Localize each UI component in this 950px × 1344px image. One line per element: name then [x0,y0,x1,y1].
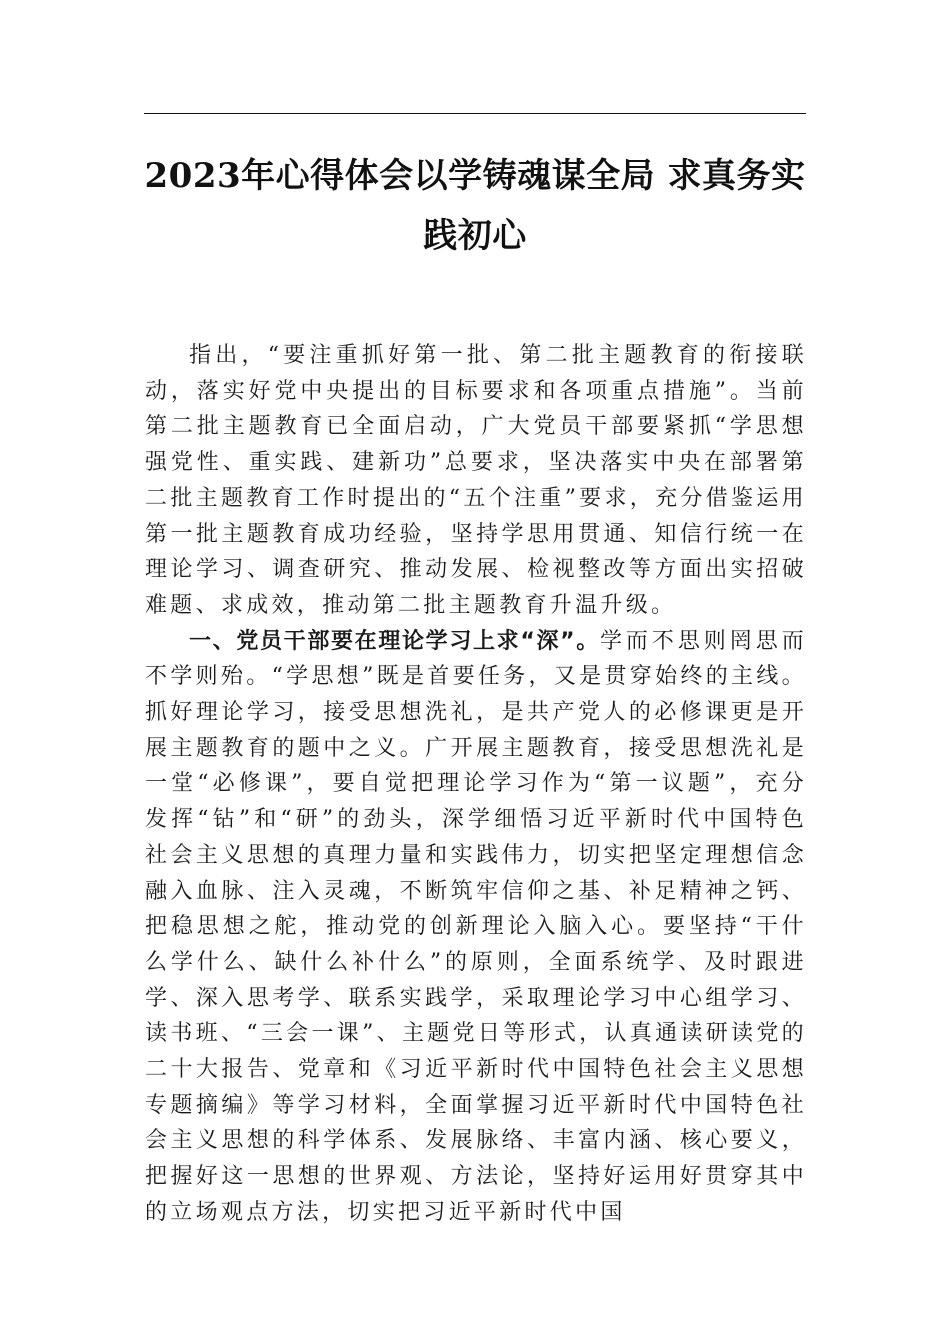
document-body [145,338,807,1231]
section-1-paragraph [145,624,807,1231]
header-rule [144,113,806,114]
section-1-body: 学而不思则罔思而不学则殆。“学思想”既是首要任务，又是贯穿始终的主线。抓好理论学习，接受思想洗礼，是共产党人的必修课更是开展主题教育的题中之义。广开展主题教育，接受思想洗礼是一堂“必修课”，要自觉把理论学习作为“第一议题”，充分发挥“钻”和“研”的劲头，深学细悟习近平新时代中国特色社会主义思想的真理力量和实践伟力，切实把坚定理想信念融入血脉、注入灵魂，不断筑牢信仰之基、补足精神之钙、把稳思想之舵，推动党的创新理论入脑入心。要坚持“干什么学什么、缺什么补什么”的原则，全面系统学、及时跟进学、深入思考学、联系实践学，采取理论学习中心组学习、读书班、“三会一课”、主题党日等形式，认真通读研读党的二十大报告、党章和《习近平新时代中国特色社会主义思想专题摘编》等学习材料，全面掌握习近平新时代中国特色社会主义思想的科学体系、发展脉络、丰富内涵、核心要义，把握好这一思想的世界观、方法论，坚持好运用好贯穿其中的立场观点方法，切实把习近平新时代中国 [145,628,808,1225]
intro-paragraph: 指出，“要注重抓好第一批、第二批主题教育的衔接联动，落实好党中央提出的目标要求和各项重点措施”。当前第二批主题教育已全面启动，广大党员干部要紧抓“学思想强党性、重实践、建新功”总要求，坚决落实中央在部署第二批主题教育工作时提出的“五个注重”要求，充分借鉴运用第一批主题教育成功经验，坚持学思用贯通、知信行统一在理论学习、调查研究、推动发展、检视整改等方面出实招破难题、求成效，推动第二批主题教育升温升级。 [145,343,807,618]
section-1-heading: 一、党员干部要在理论学习上求“深”。 [189,628,600,654]
document-title: 2023年心得体会以学铸魂谋全局 求真务实践初心 [144,156,806,256]
